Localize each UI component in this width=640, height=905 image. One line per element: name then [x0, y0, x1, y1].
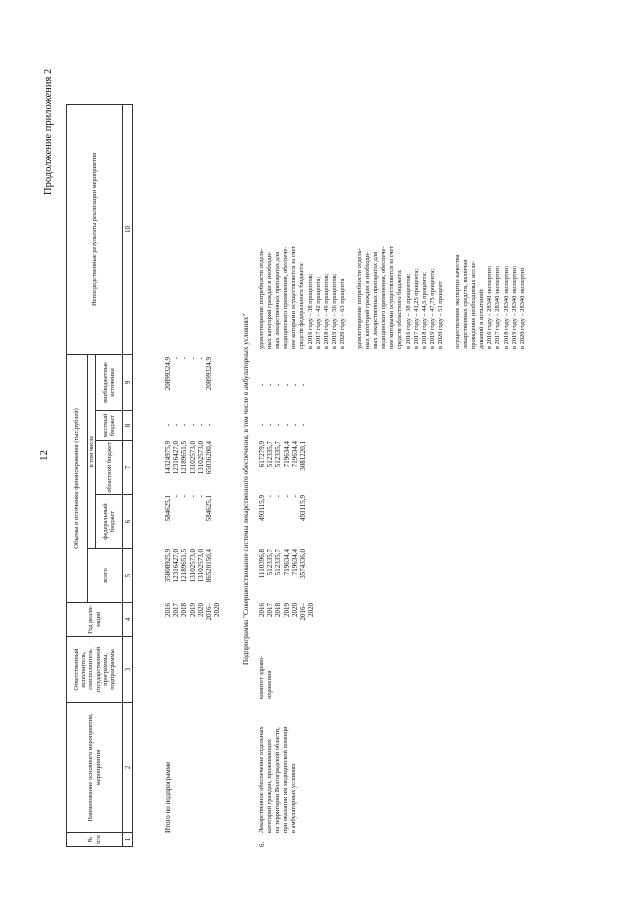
column-number: 4	[123, 603, 133, 637]
subprogram-total-label: Итого по подпрограмме	[164, 761, 172, 833]
header-year: Год реали-зации	[67, 603, 123, 637]
header-volume: Объемы и источники финансирования (тыс.рублей)	[67, 354, 88, 602]
column-number: 7	[123, 441, 133, 495]
total-federal: 584625,1 - - - - 584625,1	[164, 495, 214, 522]
activity-name: Лекарственное обеспечение отдельных категорий граждан, проживающих на территории Волгоградской области, при оказании им медицинской помощи в амбулаторных условиях	[258, 726, 298, 833]
header-extra: внебюджетные источники	[96, 354, 123, 410]
column-number: 8	[123, 411, 133, 441]
total-sum: 35808925,9 12316427,0 12189651,5 13102573,0 13102573,0 86520150,4	[164, 549, 214, 583]
row6-total: 1110396,8 512335,7 512335,7 719634,4 719634,4 3574336,0	[258, 549, 308, 579]
column-number: 1	[123, 833, 133, 847]
column-number: 9	[123, 354, 133, 410]
column-number: 6	[123, 495, 133, 549]
result-quality-expertise: осуществление экспертиз качества лекарственных средств, включая проведение необходимых иссле- дований и испытаний: в 2016 году – 28340 экспертиз; в 2017 году – 28340 экспертиз; в 2018 году – 28340 экспертиз; в 2019 году – 28340 экспертиз; в 2020 году – 28340 экспертиз	[454, 254, 526, 349]
row6-years: 2016 2017 2018 2019 2020 2016–2020	[258, 603, 316, 621]
header-including: в том числе	[88, 354, 96, 548]
result-regional-supply: удовлетворение потребности отдель- ных категорий граждан в необходи- мых лекарственных препаратах для медицинского применения, обеспече- ние которыми осуществляется за счет средств областного бюджета: в 2016 году – 38 процентов; в 2017 году – 41,25 процента; в 2018 году – 44,5 процента; в 2019 году – 47,75 процента; в 2020 году – 51 процент	[356, 245, 444, 349]
header-total: всего	[88, 549, 123, 603]
header-federal: федеральный бюджет	[96, 495, 123, 549]
total-local: - - - - - -	[164, 423, 214, 427]
column-numbers-row	[123, 104, 133, 846]
header-num: № п/п	[67, 833, 123, 847]
header-regional: областной бюджет	[96, 441, 123, 495]
appendix-caption: Продолжение приложения 2	[43, 68, 54, 195]
header-result: Непосредственные результаты реализации мероприятия	[67, 104, 123, 354]
total-extra: 20899324,9 - - - - 20899324,9	[164, 357, 214, 391]
row6-local: - - - - - -	[258, 423, 308, 427]
result-federal-supply: удовлетворение потребности отдель- ных категорий граждан в необходи- мых лекарственных препаратах для медицинского применения, обеспече- ние которыми осуществляется за счет средств федерального бюджета: в 2016 году – 38 процентов; в 2017 году – 42 процента; в 2018 году – 49 процентов; в 2019 году – 56 процентов; в 2020 году – 63 процента	[258, 245, 346, 349]
header-local: местный бюджет	[96, 411, 123, 441]
column-number: 10	[123, 104, 133, 354]
row6-regional: 617279,9 512335,7 512335,7 719634,4 719634,4 3081220,1	[258, 441, 308, 471]
total-years: 2016 2017 2018 2019 2020 2016–2020	[164, 603, 222, 621]
row6-federal: 493115,9 - - - - 493115,9	[258, 495, 308, 521]
column-number: 5	[123, 549, 133, 603]
row6-extra: - - - - - -	[258, 383, 308, 387]
financing-table-header	[66, 104, 133, 847]
column-number: 2	[123, 703, 133, 833]
header-responsible: Ответственный исполнитель, соисполнитель государственной программы, подпрограммы	[67, 637, 123, 703]
page-number: 12	[38, 450, 50, 461]
total-regional: 14324975,9 12316427,0 12189651,5 13102573,0 13102573,0 65036200,4	[164, 441, 214, 475]
row-number: 6.	[258, 841, 266, 847]
header-name: Наименование основного мероприятия, мероприятия	[67, 703, 123, 833]
responsible-executor: комитет здраво- охранения	[258, 655, 274, 699]
column-number: 3	[123, 637, 133, 703]
subprogram-title: Подпрограмма "Совершенствование системы лекарственного обеспечения, в том числе в амбулаторных условиях"	[242, 313, 250, 665]
